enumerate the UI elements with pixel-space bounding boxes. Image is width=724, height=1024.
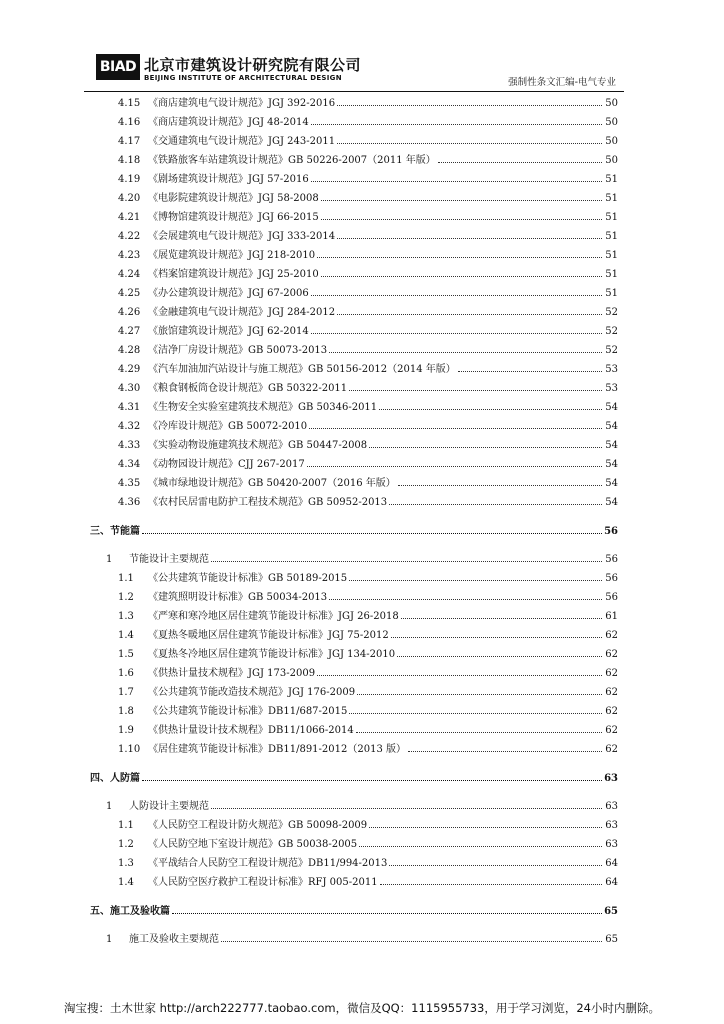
toc-number: 4.35 <box>118 478 141 489</box>
toc-leader <box>458 359 602 372</box>
toc-leader <box>349 568 602 581</box>
toc-entry[interactable] <box>90 207 618 226</box>
toc-leader <box>142 519 602 534</box>
toc-title: 《平战结合人民防空工程设计规范》DB11/994-2013 <box>148 858 388 869</box>
toc-section-civil-defense[interactable] <box>90 766 618 790</box>
toc-page-number: 62 <box>605 744 618 755</box>
organization-name-cn: 北京市建筑设计研究院有限公司 <box>144 56 362 74</box>
toc-leader <box>221 929 602 942</box>
toc-number: 4.31 <box>118 402 141 413</box>
toc-title: 《铁路旅客车站建筑设计规范》GB 50226-2007（2011 年版） <box>148 155 436 166</box>
toc-title: 《夏热冬冷地区居住建筑节能设计标准》JGJ 134-2010 <box>148 649 396 660</box>
toc-title: 《金融建筑电气设计规范》JGJ 284-2012 <box>148 307 336 318</box>
toc-leader <box>337 93 602 106</box>
toc-page-number: 53 <box>605 383 618 394</box>
toc-leader <box>211 796 602 809</box>
toc-entry[interactable] <box>90 245 618 264</box>
toc-entry[interactable] <box>90 188 618 207</box>
toc-number: 4.21 <box>118 212 141 223</box>
toc-page-number: 52 <box>605 345 618 356</box>
toc-number: 1.1 <box>118 573 134 584</box>
toc-number: 1 <box>106 801 113 812</box>
toc-number: 1.3 <box>118 611 134 622</box>
toc-number: 4.28 <box>118 345 141 356</box>
toc-number: 4.16 <box>118 117 141 128</box>
toc-title: 《商店建筑电气设计规范》JGJ 392-2016 <box>148 98 336 109</box>
toc-number: 4.26 <box>118 307 141 318</box>
toc-entry[interactable] <box>90 283 618 302</box>
toc-page-number: 62 <box>605 630 618 641</box>
toc-title: 《博物馆建筑设计规范》JGJ 66-2015 <box>148 212 319 223</box>
toc-section-title: 五、施工及验收篇 <box>90 906 170 917</box>
toc-page-number: 51 <box>605 288 618 299</box>
toc-section-title: 三、节能篇 <box>90 526 140 537</box>
toc-title: 人防设计主要规范 <box>129 801 209 812</box>
toc-page-number: 51 <box>605 269 618 280</box>
toc-page-number: 51 <box>605 174 618 185</box>
toc-entry[interactable] <box>90 131 618 150</box>
toc-title: 《电影院建筑设计规范》JGJ 58-2008 <box>148 193 319 204</box>
toc-entry[interactable] <box>90 644 618 663</box>
toc-entry[interactable] <box>90 663 618 682</box>
toc-number: 1.8 <box>118 706 134 717</box>
toc-page-number: 51 <box>605 250 618 261</box>
toc-entry[interactable] <box>90 701 618 720</box>
toc-page-number: 50 <box>605 155 618 166</box>
toc-title: 《公共建筑节能设计标准》GB 50189-2015 <box>148 573 348 584</box>
toc-page-number: 50 <box>605 98 618 109</box>
toc-entry[interactable] <box>90 150 618 169</box>
toc-entry[interactable] <box>90 340 618 359</box>
toc-number: 4.29 <box>118 364 141 375</box>
toc-title: 《夏热冬暖地区居住建筑节能设计标准》JGJ 75-2012 <box>148 630 389 641</box>
toc-page-number: 62 <box>605 706 618 717</box>
toc-entry[interactable] <box>90 606 618 625</box>
toc-title: 《旅馆建筑设计规范》JGJ 62-2014 <box>148 326 309 337</box>
toc-section-energy[interactable] <box>90 519 618 543</box>
toc-leader <box>389 492 602 505</box>
toc-number: 1.5 <box>118 649 134 660</box>
toc-entry[interactable] <box>90 112 618 131</box>
toc-leader <box>337 302 602 315</box>
toc-page-number: 56 <box>605 592 618 603</box>
toc-number: 1.6 <box>118 668 134 679</box>
toc-entry[interactable] <box>90 587 618 606</box>
toc-entry[interactable] <box>90 492 618 511</box>
header-divider <box>84 91 624 92</box>
toc-title: 《供热计量设计技术规程》DB11/1066-2014 <box>148 725 354 736</box>
toc-group-4 <box>90 93 618 511</box>
toc-number: 4.18 <box>118 155 141 166</box>
toc-title: 《公共建筑节能设计标准》DB11/687-2015 <box>148 706 348 717</box>
toc-title: 《汽车加油加汽站设计与施工规范》GB 50156-2012（2014 年版） <box>148 364 456 375</box>
toc-page-number: 54 <box>605 440 618 451</box>
toc-leader <box>309 416 602 429</box>
toc-page-number: 62 <box>605 649 618 660</box>
toc-entry[interactable] <box>90 359 618 378</box>
toc-title: 《人民防空工程设计防火规范》GB 50098-2009 <box>148 820 368 831</box>
toc-entry[interactable] <box>90 378 618 397</box>
toc-leader <box>307 454 602 467</box>
toc-section-construction[interactable] <box>90 899 618 923</box>
toc-leader <box>337 131 602 144</box>
toc-number: 4.32 <box>118 421 141 432</box>
toc-title: 《居住建筑节能设计标准》DB11/891-2012（2013 版） <box>148 744 407 755</box>
toc-subsection-civil-defense[interactable] <box>90 796 618 815</box>
toc-page-number: 50 <box>605 117 618 128</box>
toc-page-number: 63 <box>605 820 618 831</box>
toc-title: 《冷库设计规范》GB 50072-2010 <box>148 421 308 432</box>
toc-page-number: 54 <box>605 421 618 432</box>
toc-entry[interactable] <box>90 169 618 188</box>
toc-page-number: 64 <box>605 877 618 888</box>
toc-leader <box>321 188 602 201</box>
toc-page-number: 54 <box>605 497 618 508</box>
toc-page-number: 61 <box>605 611 618 622</box>
toc-title: 《洁净厂房设计规范》GB 50073-2013 <box>148 345 328 356</box>
toc-leader <box>397 644 602 657</box>
toc-leader <box>317 245 602 258</box>
toc-page-number: 54 <box>605 478 618 489</box>
toc-number: 1.4 <box>118 877 134 888</box>
toc-entry[interactable] <box>90 853 618 872</box>
toc-page-number: 56 <box>605 573 618 584</box>
toc-entry[interactable] <box>90 226 618 245</box>
toc-leader <box>401 606 602 619</box>
toc-leader <box>311 283 602 296</box>
toc-number: 4.15 <box>118 98 141 109</box>
toc-page-number: 56 <box>605 554 618 565</box>
toc-leader <box>321 264 602 277</box>
toc-page-number: 54 <box>605 402 618 413</box>
toc-leader <box>369 435 602 448</box>
toc-leader <box>356 720 602 733</box>
toc-entry[interactable] <box>90 872 618 891</box>
toc-leader <box>349 701 602 714</box>
toc-title: 施工及验收主要规范 <box>129 934 219 945</box>
toc-title: 《办公建筑设计规范》JGJ 67-2006 <box>148 288 309 299</box>
toc-group-civil-defense <box>90 815 618 891</box>
page-header <box>84 50 624 92</box>
toc-leader <box>359 834 602 847</box>
toc-leader <box>391 625 602 638</box>
toc-page-number: 63 <box>605 839 618 850</box>
toc-title: 《商店建筑设计规范》JGJ 48-2014 <box>148 117 309 128</box>
toc-entry[interactable] <box>90 720 618 739</box>
toc-leader <box>408 739 602 752</box>
toc-page-number: 62 <box>605 725 618 736</box>
toc-title: 《会展建筑电气设计规范》JGJ 333-2014 <box>148 231 336 242</box>
toc-number: 1 <box>106 934 113 945</box>
toc-leader <box>398 473 602 486</box>
toc-page-number: 63 <box>604 773 618 784</box>
toc-page-number: 56 <box>604 526 618 537</box>
toc-page-number: 65 <box>605 934 618 945</box>
toc-number: 1.2 <box>118 592 134 603</box>
toc-title: 《生物安全实验室建筑技术规范》GB 50346-2011 <box>148 402 378 413</box>
toc-leader <box>172 899 602 914</box>
toc-leader <box>211 549 602 562</box>
toc-number: 4.24 <box>118 269 141 280</box>
toc-title: 《严寒和寒冷地区居住建筑节能设计标准》JGJ 26-2018 <box>148 611 399 622</box>
toc-entry[interactable] <box>90 568 618 587</box>
toc-entry[interactable] <box>90 815 618 834</box>
toc-title: 节能设计主要规范 <box>129 554 209 565</box>
toc-leader <box>321 207 602 220</box>
toc-number: 1.1 <box>118 820 134 831</box>
toc-leader <box>357 682 602 695</box>
toc-leader <box>329 587 602 600</box>
toc-entry[interactable] <box>90 473 618 492</box>
toc-leader <box>369 815 602 828</box>
toc-number: 1.4 <box>118 630 134 641</box>
toc-leader <box>349 378 602 391</box>
toc-number: 4.36 <box>118 497 141 508</box>
toc-number: 1.2 <box>118 839 134 850</box>
toc-entry[interactable] <box>90 625 618 644</box>
toc-leader <box>311 321 602 334</box>
toc-entry[interactable] <box>90 416 618 435</box>
toc-title: 《建筑照明设计标准》GB 50034-2013 <box>148 592 328 603</box>
toc-page-number: 63 <box>605 801 618 812</box>
biad-logo: BIAD <box>96 54 140 80</box>
toc-leader <box>311 169 602 182</box>
toc-title: 《城市绿地设计规范》GB 50420-2007（2016 年版） <box>148 478 396 489</box>
toc-page-number: 54 <box>605 459 618 470</box>
toc-page-number: 64 <box>605 858 618 869</box>
toc-number: 4.17 <box>118 136 141 147</box>
toc-leader <box>389 853 602 866</box>
table-of-contents <box>90 93 618 948</box>
toc-entry[interactable] <box>90 93 618 112</box>
toc-entry[interactable] <box>90 834 618 853</box>
toc-subsection-construction[interactable] <box>90 929 618 948</box>
toc-number: 4.33 <box>118 440 141 451</box>
toc-page-number: 65 <box>604 906 618 917</box>
toc-number: 4.30 <box>118 383 141 394</box>
toc-title: 《农村民居雷电防护工程技术规范》GB 50952-2013 <box>148 497 388 508</box>
toc-leader <box>379 397 602 410</box>
toc-leader <box>142 766 602 781</box>
toc-page-number: 52 <box>605 307 618 318</box>
toc-page-number: 51 <box>605 231 618 242</box>
toc-entry[interactable] <box>90 302 618 321</box>
watermark-footer: 淘宝搜：土木世家 http://arch222777.taobao.com，微信及QQ：1115955733，用于学习浏览，24小时内删除。 <box>64 1001 660 1015</box>
toc-leader <box>337 226 602 239</box>
toc-leader <box>329 340 602 353</box>
toc-page-number: 53 <box>605 364 618 375</box>
organization-name-en: BEIJING INSTITUTE OF ARCHITECTURAL DESIGN <box>144 74 342 82</box>
toc-page-number: 51 <box>605 193 618 204</box>
toc-number: 4.27 <box>118 326 141 337</box>
toc-number: 1.7 <box>118 687 134 698</box>
toc-page-number: 50 <box>605 136 618 147</box>
toc-leader <box>317 663 602 676</box>
toc-number: 4.20 <box>118 193 141 204</box>
toc-title: 《粮食钢板筒仓设计规范》GB 50322-2011 <box>148 383 348 394</box>
toc-number: 4.19 <box>118 174 141 185</box>
toc-number: 4.23 <box>118 250 141 261</box>
toc-section-title: 四、人防篇 <box>90 773 140 784</box>
toc-page-number: 62 <box>605 687 618 698</box>
toc-title: 《展览建筑设计规范》JGJ 218-2010 <box>148 250 316 261</box>
toc-entry[interactable] <box>90 739 618 758</box>
toc-title: 《动物园设计规范》CJJ 267-2017 <box>148 459 305 470</box>
toc-entry[interactable] <box>90 435 618 454</box>
toc-number: 1.10 <box>118 744 141 755</box>
toc-leader <box>380 872 602 885</box>
toc-title: 《人民防空医疗救护工程设计标准》RFJ 005-2011 <box>148 877 378 888</box>
toc-title: 《人民防空地下室设计规范》GB 50038-2005 <box>148 839 358 850</box>
toc-number: 4.25 <box>118 288 141 299</box>
toc-title: 《公共建筑节能改造技术规范》JGJ 176-2009 <box>148 687 356 698</box>
toc-title: 《交通建筑电气设计规范》JGJ 243-2011 <box>148 136 336 147</box>
document-title: 强制性条文汇编-电气专业 <box>508 77 616 88</box>
toc-number: 4.34 <box>118 459 141 470</box>
toc-entry[interactable] <box>90 454 618 473</box>
toc-entry[interactable] <box>90 397 618 416</box>
toc-title: 《剧场建筑设计规范》JGJ 57-2016 <box>148 174 309 185</box>
toc-entry[interactable] <box>90 264 618 283</box>
toc-entry[interactable] <box>90 321 618 340</box>
toc-title: 《实验动物设施建筑技术规范》GB 50447-2008 <box>148 440 368 451</box>
toc-number: 1.9 <box>118 725 134 736</box>
toc-entry[interactable] <box>90 682 618 701</box>
toc-group-energy <box>90 568 618 758</box>
toc-page-number: 62 <box>605 668 618 679</box>
toc-page-number: 51 <box>605 212 618 223</box>
toc-leader <box>438 150 602 163</box>
toc-number: 1 <box>106 554 113 565</box>
toc-number: 4.22 <box>118 231 141 242</box>
toc-leader <box>311 112 602 125</box>
toc-title: 《档案馆建筑设计规范》JGJ 25-2010 <box>148 269 319 280</box>
toc-title: 《供热计量技术规程》JGJ 173-2009 <box>148 668 316 679</box>
toc-page-number: 52 <box>605 326 618 337</box>
toc-subsection-energy[interactable] <box>90 549 618 568</box>
toc-number: 1.3 <box>118 858 134 869</box>
